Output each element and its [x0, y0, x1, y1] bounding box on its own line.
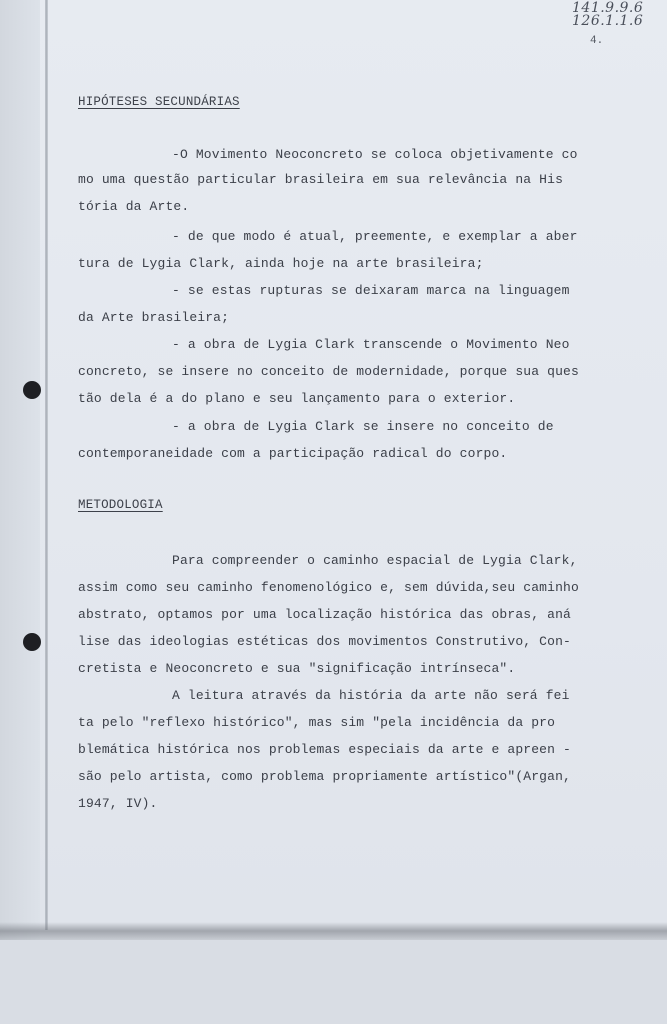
page-number: 4. — [590, 35, 604, 47]
body-line: A leitura através da história da arte não será fei — [172, 688, 570, 703]
margin-rule — [45, 0, 48, 930]
body-line: abstrato, optamos por uma localização histórica das obras, aná — [78, 607, 571, 622]
hypotheses-heading: HIPÓTESES SECUNDÁRIAS — [78, 95, 240, 109]
body-line: - de que modo é atual, preemente, e exemplar a aber — [172, 229, 578, 244]
handwritten-catalog-number-1: 141.9.9.6 — [572, 0, 644, 16]
body-line: são pelo artista, como problema propriamente artístico"(Argan, — [78, 769, 571, 784]
body-line: contemporaneidade com a participação radical do corpo. — [78, 446, 508, 461]
body-line: concreto, se insere no conceito de modernidade, porque sua ques — [78, 364, 579, 379]
page-left-margin — [0, 0, 40, 1024]
handwritten-catalog-number-2: 126.1.1.6 — [572, 13, 644, 29]
body-line: assim como seu caminho fenomenológico e, sem dúvida,seu caminho — [78, 580, 579, 595]
body-line: - a obra de Lygia Clark se insere no conceito de — [172, 419, 554, 434]
body-line: - a obra de Lygia Clark transcende o Movimento Neo — [172, 337, 570, 352]
body-line: Para compreender o caminho espacial de Lygia Clark, — [172, 553, 578, 568]
punch-hole-lower — [23, 633, 41, 651]
body-line: lise das ideologias estéticas dos movimentos Construtivo, Con- — [78, 634, 571, 649]
body-line: cretista e Neoconcreto e sua "significação intrínseca". — [78, 661, 516, 676]
body-line: ta pelo "reflexo histórico", mas sim "pela incidência da pro — [78, 715, 556, 730]
punch-hole-upper — [23, 381, 41, 399]
body-line: mo uma questão particular brasileira em sua relevância na His — [78, 172, 564, 187]
body-line: tura de Lygia Clark, ainda hoje na arte brasileira; — [78, 256, 484, 271]
body-line: -O Movimento Neoconcreto se coloca objetivamente co — [172, 147, 578, 162]
body-line: da Arte brasileira; — [78, 310, 230, 325]
body-line: - se estas rupturas se deixaram marca na linguagem — [172, 283, 570, 298]
body-line: blemática histórica nos problemas especiais da arte e apreen - — [78, 742, 571, 757]
page-bottom-margin — [0, 940, 667, 1024]
page-fold-shadow — [0, 922, 667, 942]
body-line: tória da Arte. — [78, 199, 190, 214]
methodology-heading: METODOLOGIA — [78, 498, 163, 512]
body-line: 1947, IV). — [78, 796, 158, 811]
body-line: tão dela é a do plano e seu lançamento para o exterior. — [78, 391, 516, 406]
